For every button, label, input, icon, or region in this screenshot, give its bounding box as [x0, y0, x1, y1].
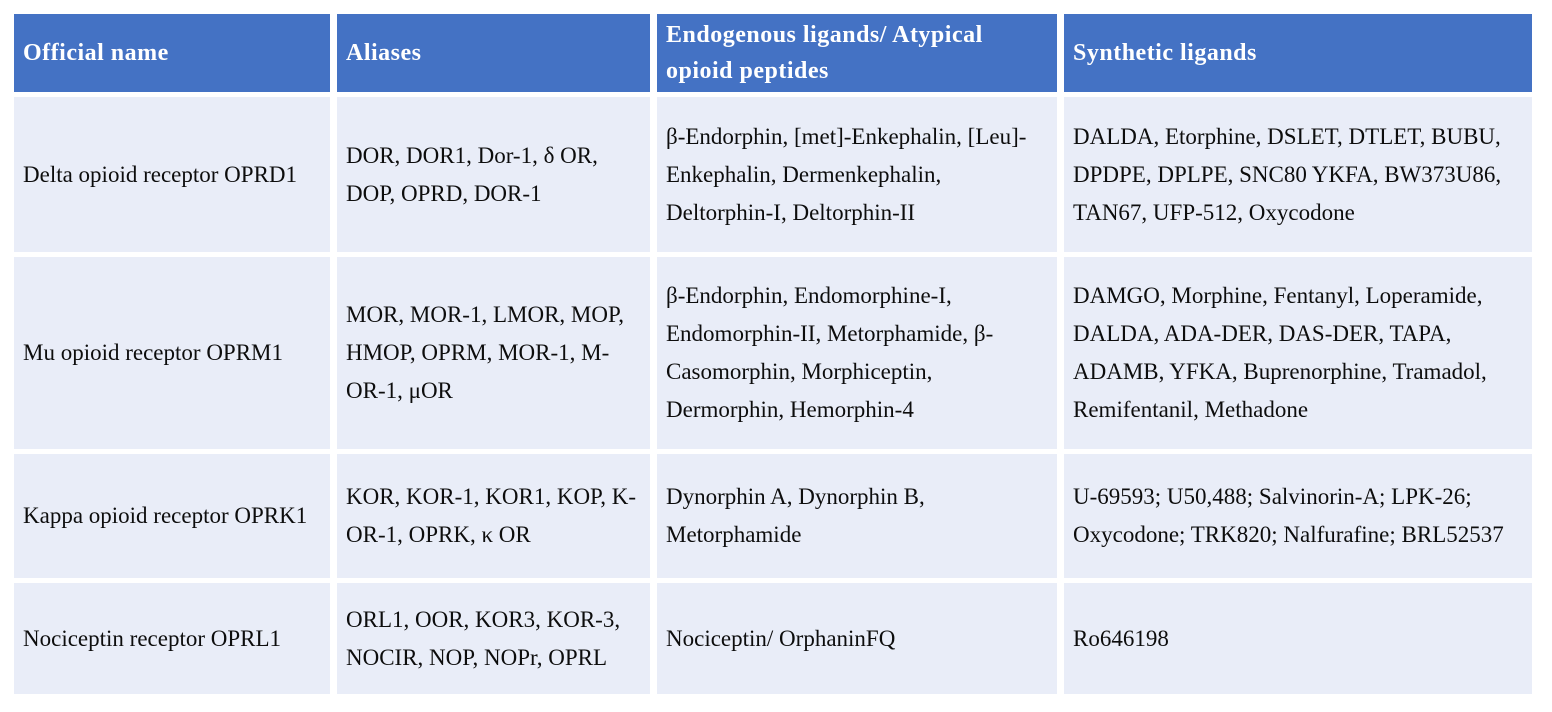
cell-official-name: Nociceptin receptor OPRL1	[14, 583, 330, 694]
table-row-delta	[14, 97, 1532, 252]
column-header-synthetic-ligands: Synthetic ligands	[1064, 14, 1532, 92]
cell-endogenous-ligands: Dynorphin A, Dynorphin B, Metorphamide	[657, 454, 1057, 578]
cell-synthetic-ligands: Ro646198	[1064, 583, 1532, 694]
table-row-mu	[14, 257, 1532, 449]
header-row	[14, 14, 1532, 92]
cell-endogenous-ligands: β-Endorphin, [met]-Enkephalin, [Leu]-Enkephalin, Dermenkephalin, Deltorphin-I, Deltorphin-II	[657, 97, 1057, 252]
cell-aliases: DOR, DOR1, Dor-1, δ OR, DOP, OPRD, DOR-1	[337, 97, 650, 252]
opioid-receptor-table	[7, 9, 1539, 699]
cell-synthetic-ligands: U-69593; U50,488; Salvinorin-A; LPK-26; Oxycodone; TRK820; Nalfurafine; BRL52537	[1064, 454, 1532, 578]
column-header-aliases: Aliases	[337, 14, 650, 92]
table-row-nociceptin	[14, 583, 1532, 694]
cell-synthetic-ligands: DAMGO, Morphine, Fentanyl, Loperamide, DALDA, ADA-DER, DAS-DER, TAPA, ADAMB, YFKA, Buprenorphine, Tramadol, Remifentanil, Methadone	[1064, 257, 1532, 449]
column-header-official-name: Official name	[14, 14, 330, 92]
cell-aliases: MOR, MOR-1, LMOR, MOP, HMOP, OPRM, MOR-1, M-OR-1, μOR	[337, 257, 650, 449]
cell-official-name: Kappa opioid receptor OPRK1	[14, 454, 330, 578]
cell-official-name: Mu opioid receptor OPRM1	[14, 257, 330, 449]
cell-endogenous-ligands: β-Endorphin, Endomorphine-I, Endomorphin-II, Metorphamide, β-Casomorphin, Morphiceptin, Dermorphin, Hemorphin-4	[657, 257, 1057, 449]
cell-aliases: KOR, KOR-1, KOR1, KOP, K-OR-1, OPRK, κ OR	[337, 454, 650, 578]
column-header-endogenous-ligands: Endogenous ligands/ Atypical opioid peptides	[657, 14, 1057, 92]
cell-official-name: Delta opioid receptor OPRD1	[14, 97, 330, 252]
cell-aliases: ORL1, OOR, KOR3, KOR-3, NOCIR, NOP, NOPr, OPRL	[337, 583, 650, 694]
cell-synthetic-ligands: DALDA, Etorphine, DSLET, DTLET, BUBU, DPDPE, DPLPE, SNC80 YKFA, BW373U86, TAN67, UFP-512, Oxycodone	[1064, 97, 1532, 252]
table-row-kappa	[14, 454, 1532, 578]
cell-endogenous-ligands: Nociceptin/ OrphaninFQ	[657, 583, 1057, 694]
